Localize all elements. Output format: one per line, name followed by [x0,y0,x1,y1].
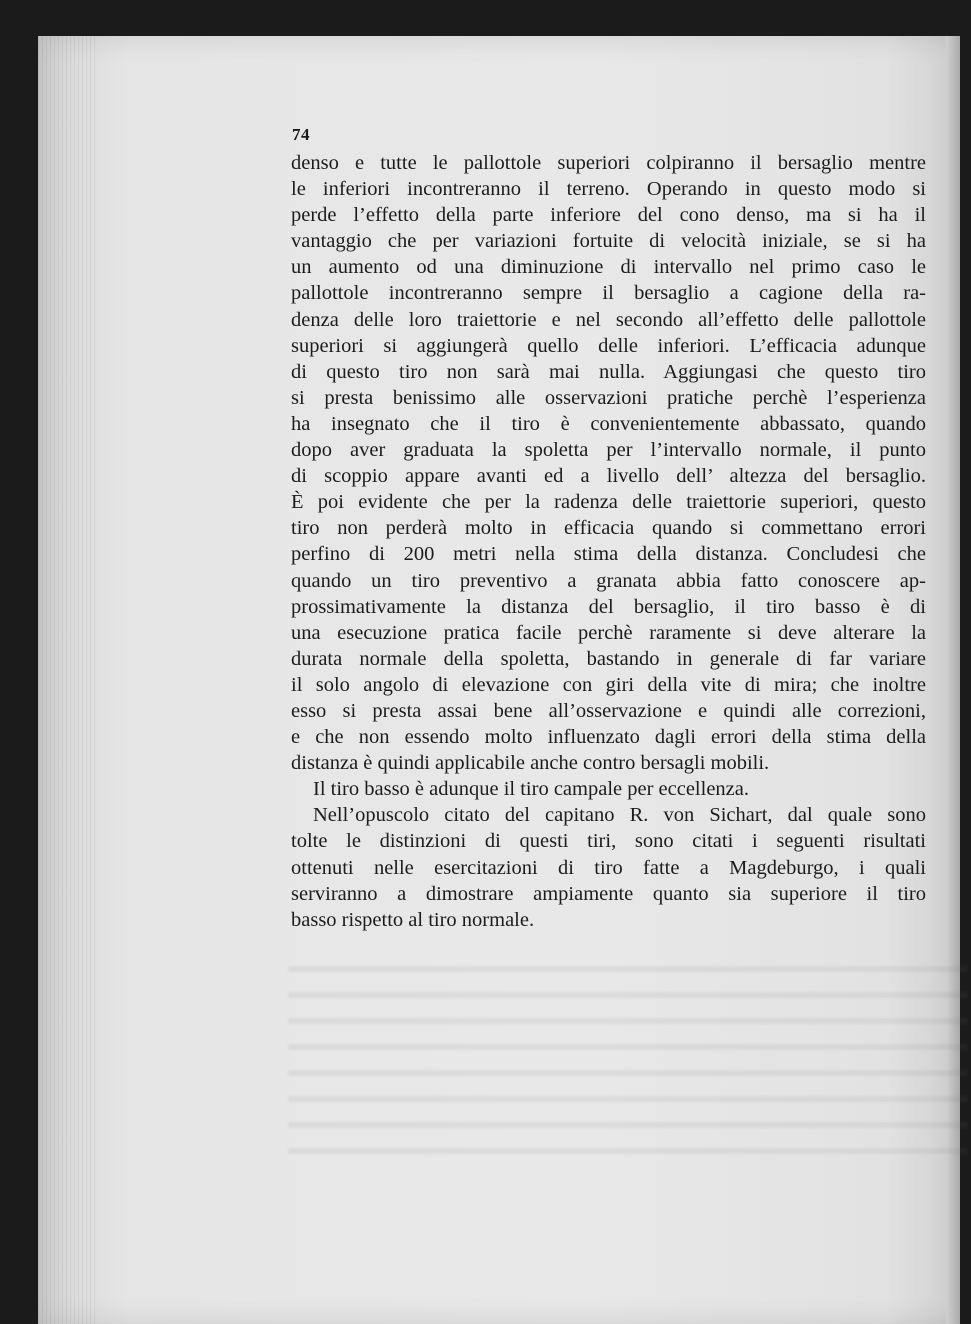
text-line: denso e tutte le pallottole superiori colpiranno il bersaglio mentre [291,152,926,174]
text-line: Il tiro basso è adunque il tiro campale per eccellenza. [313,778,749,801]
text-line: perde l’effetto della parte inferiore del cono denso, ma si ha il [291,204,926,227]
text-line: prossimativamente la distanza del bersaglio, il tiro basso è di [291,595,926,618]
text-line: basso rispetto al tiro normale. [291,908,535,931]
text-line: si presta benissimo alle osservazioni pratiche perchè l’esperienza [291,386,926,409]
text-line: tiro non perderà molto in efficacia quando si commettano errori [291,517,926,540]
page-number: 74 [292,125,310,144]
text-line: ha insegnato che il tiro è convenientemente abbassato, quando [291,412,926,435]
bleed-through-text [288,966,968,1156]
text-line: perfino di 200 metri nella stima della distanza. Concludesi che [291,543,926,566]
text-line: tolte le distinzioni di questi tiri, sono citati i seguenti risultati [291,830,926,853]
text-line: serviranno a dimostrare ampiamente quanto sia superiore il tiro [291,882,926,905]
text-line: e che non essendo molto influenzato dagli errori della stima della [291,726,926,749]
text-line: denza delle loro traiettorie e nel secondo all’effetto delle pallottole [291,308,926,331]
text-line: pallottole incontreranno sempre il bersaglio a cagione della ra- [291,282,926,305]
text-line: superiori si aggiungerà quello delle inferiori. L’efficacia adunque [291,334,926,357]
text-line: È poi evidente che per la radenza delle traiettorie superiori, questo [291,491,926,514]
text-line: le inferiori incontreranno il terreno. Operando in questo modo si [291,178,926,201]
text-line: di questo tiro non sarà mai nulla. Aggiungasi che questo tiro [291,360,926,383]
text-line: vantaggio che per variazioni fortuite di velocità iniziale, se si ha [291,230,926,253]
text-line: di scoppio appare avanti ed a livello dell’ altezza del bersaglio. [291,465,926,488]
text-line: ottenuti nelle esercitazioni di tiro fatte a Magdeburgo, i quali [291,856,926,879]
text-line: dopo aver graduata la spoletta per l’intervallo normale, il punto [291,439,926,462]
text-line: il solo angolo di elevazione con giri della vite di mira; che inoltre [291,673,926,696]
text-line: durata normale della spoletta, bastando in generale di far variare [291,647,926,670]
text-line: una esecuzione pratica facile perchè raramente si deve alterare la [291,621,926,644]
text-line: distanza è quindi applicabile anche contro bersagli mobili. [291,752,770,775]
body-text [291,150,926,933]
text-line: quando un tiro preventivo a granata abbia fatto conoscere ap- [291,569,926,592]
text-line: esso si presta assai bene all’osservazione e quindi alle correzioni, [291,699,926,722]
text-line: Nell’opuscolo citato del capitano R. von Sichart, dal quale sono [313,804,926,827]
text-line: un aumento od una diminuzione di intervallo nel primo caso le [291,256,926,279]
page-edge-left [38,36,98,1324]
